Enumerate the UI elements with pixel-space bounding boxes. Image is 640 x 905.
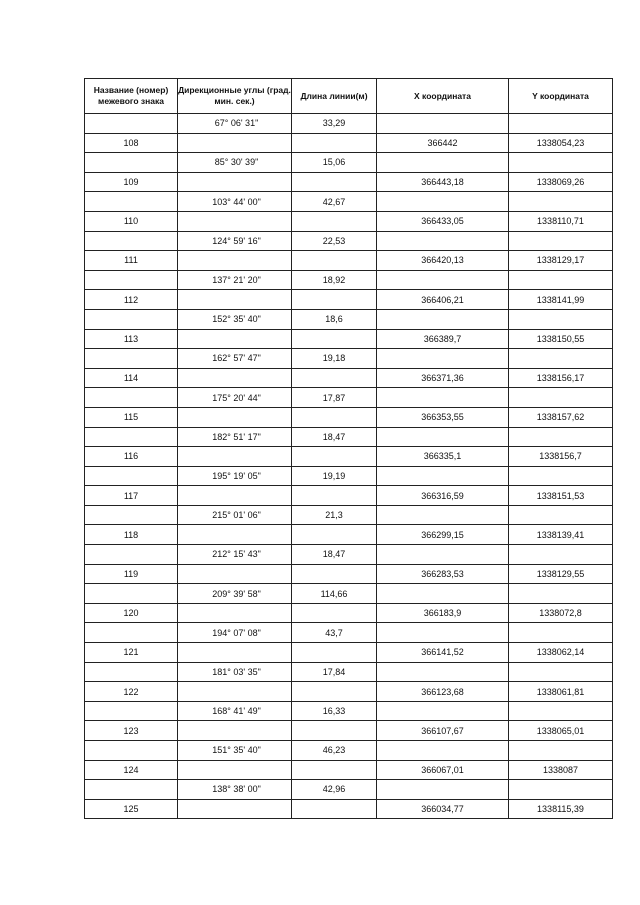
point-name-cell: 108: [85, 133, 178, 153]
direction-angle-cell: 151° 35' 40": [178, 741, 292, 761]
x-coordinate-cell: 366316,59: [377, 486, 509, 506]
point-row: [85, 368, 613, 388]
segment-row: [85, 388, 613, 408]
y-coordinate-cell: [509, 741, 613, 761]
direction-angle-cell: 85° 30' 39": [178, 153, 292, 173]
header-x-coordinate: X координата: [377, 79, 509, 114]
point-name-cell: [85, 545, 178, 565]
line-length-cell: [292, 682, 377, 702]
y-coordinate-cell: 1338141,99: [509, 290, 613, 310]
direction-angle-cell: 67° 06' 31": [178, 114, 292, 134]
x-coordinate-cell: [377, 623, 509, 643]
x-coordinate-cell: 366389,7: [377, 329, 509, 349]
y-coordinate-cell: [509, 545, 613, 565]
line-length-cell: 33,29: [292, 114, 377, 134]
direction-angle-cell: 168° 41' 49": [178, 701, 292, 721]
y-coordinate-cell: [509, 309, 613, 329]
line-length-cell: [292, 721, 377, 741]
line-length-cell: 15,06: [292, 153, 377, 173]
point-name-cell: 122: [85, 682, 178, 702]
direction-angle-cell: [178, 133, 292, 153]
point-row: [85, 799, 613, 819]
line-length-cell: 19,19: [292, 466, 377, 486]
line-length-cell: [292, 643, 377, 663]
line-length-cell: 42,96: [292, 780, 377, 800]
line-length-cell: [292, 407, 377, 427]
direction-angle-cell: [178, 525, 292, 545]
x-coordinate-cell: [377, 662, 509, 682]
point-row: [85, 525, 613, 545]
y-coordinate-cell: [509, 584, 613, 604]
point-name-cell: 121: [85, 643, 178, 663]
point-row: [85, 211, 613, 231]
line-length-cell: 18,6: [292, 309, 377, 329]
x-coordinate-cell: [377, 466, 509, 486]
point-name-cell: 109: [85, 172, 178, 192]
y-coordinate-cell: [509, 623, 613, 643]
x-coordinate-cell: 366141,52: [377, 643, 509, 663]
y-coordinate-cell: 1338115,39: [509, 799, 613, 819]
line-length-cell: 16,33: [292, 701, 377, 721]
direction-angle-cell: 175° 20' 44": [178, 388, 292, 408]
y-coordinate-cell: 1338054,23: [509, 133, 613, 153]
segment-row: [85, 701, 613, 721]
x-coordinate-cell: [377, 584, 509, 604]
y-coordinate-cell: 1338065,01: [509, 721, 613, 741]
y-coordinate-cell: [509, 662, 613, 682]
line-length-cell: 46,23: [292, 741, 377, 761]
line-length-cell: 22,53: [292, 231, 377, 251]
direction-angle-cell: [178, 486, 292, 506]
y-coordinate-cell: [509, 153, 613, 173]
segment-row: [85, 466, 613, 486]
y-coordinate-cell: 1338157,62: [509, 407, 613, 427]
point-row: [85, 603, 613, 623]
y-coordinate-cell: 1338156,17: [509, 368, 613, 388]
x-coordinate-cell: 366283,53: [377, 564, 509, 584]
line-length-cell: 19,18: [292, 349, 377, 369]
point-name-cell: [85, 623, 178, 643]
point-name-cell: [85, 780, 178, 800]
x-coordinate-cell: 366034,77: [377, 799, 509, 819]
line-length-cell: 18,47: [292, 427, 377, 447]
y-coordinate-cell: 1338139,41: [509, 525, 613, 545]
segment-row: [85, 349, 613, 369]
x-coordinate-cell: [377, 153, 509, 173]
point-name-cell: 112: [85, 290, 178, 310]
coordinates-table: [84, 78, 613, 819]
x-coordinate-cell: [377, 780, 509, 800]
y-coordinate-cell: 1338061,81: [509, 682, 613, 702]
segment-row: [85, 584, 613, 604]
x-coordinate-cell: [377, 545, 509, 565]
direction-angle-cell: 162° 57' 47": [178, 349, 292, 369]
point-row: [85, 760, 613, 780]
y-coordinate-cell: 1338110,71: [509, 211, 613, 231]
line-length-cell: [292, 290, 377, 310]
line-length-cell: [292, 447, 377, 467]
point-row: [85, 447, 613, 467]
line-length-cell: 114,66: [292, 584, 377, 604]
point-row: [85, 486, 613, 506]
y-coordinate-cell: [509, 388, 613, 408]
direction-angle-cell: 209° 39' 58": [178, 584, 292, 604]
direction-angle-cell: 181° 03' 35": [178, 662, 292, 682]
y-coordinate-cell: 1338150,55: [509, 329, 613, 349]
x-coordinate-cell: 366433,05: [377, 211, 509, 231]
point-name-cell: [85, 741, 178, 761]
y-coordinate-cell: 1338062,14: [509, 643, 613, 663]
segment-row: [85, 231, 613, 251]
direction-angle-cell: [178, 760, 292, 780]
point-row: [85, 643, 613, 663]
direction-angle-cell: [178, 407, 292, 427]
segment-row: [85, 309, 613, 329]
header-y-coordinate: Y координата: [509, 79, 613, 114]
point-name-cell: [85, 584, 178, 604]
point-name-cell: 111: [85, 251, 178, 271]
y-coordinate-cell: [509, 466, 613, 486]
point-row: [85, 290, 613, 310]
line-length-cell: [292, 211, 377, 231]
direction-angle-cell: [178, 721, 292, 741]
point-name-cell: 116: [85, 447, 178, 467]
point-row: [85, 133, 613, 153]
line-length-cell: [292, 368, 377, 388]
line-length-cell: [292, 486, 377, 506]
x-coordinate-cell: [377, 231, 509, 251]
direction-angle-cell: 195° 19' 05": [178, 466, 292, 486]
x-coordinate-cell: 366420,13: [377, 251, 509, 271]
y-coordinate-cell: 1338069,26: [509, 172, 613, 192]
direction-angle-cell: [178, 564, 292, 584]
line-length-cell: [292, 172, 377, 192]
x-coordinate-cell: [377, 741, 509, 761]
table-header-row: [85, 79, 613, 114]
point-name-cell: [85, 114, 178, 134]
header-direction-angle: Дирекционные углы (град. мин. сек.): [178, 79, 292, 114]
point-row: [85, 407, 613, 427]
point-name-cell: [85, 388, 178, 408]
direction-angle-cell: [178, 447, 292, 467]
table-body: [85, 114, 613, 819]
x-coordinate-cell: [377, 701, 509, 721]
x-coordinate-cell: 366371,36: [377, 368, 509, 388]
y-coordinate-cell: [509, 192, 613, 212]
point-name-cell: 123: [85, 721, 178, 741]
direction-angle-cell: [178, 799, 292, 819]
line-length-cell: [292, 760, 377, 780]
point-row: [85, 682, 613, 702]
line-length-cell: 17,84: [292, 662, 377, 682]
line-length-cell: 18,92: [292, 270, 377, 290]
x-coordinate-cell: 366335,1: [377, 447, 509, 467]
segment-row: [85, 545, 613, 565]
y-coordinate-cell: [509, 270, 613, 290]
y-coordinate-cell: 1338151,53: [509, 486, 613, 506]
segment-row: [85, 741, 613, 761]
header-point-name: Название (номер) межевого знака: [85, 79, 178, 114]
header-line-length: Длина линии(м): [292, 79, 377, 114]
direction-angle-cell: [178, 211, 292, 231]
point-row: [85, 172, 613, 192]
x-coordinate-cell: 366107,67: [377, 721, 509, 741]
direction-angle-cell: [178, 643, 292, 663]
x-coordinate-cell: 366353,55: [377, 407, 509, 427]
y-coordinate-cell: 1338087: [509, 760, 613, 780]
segment-row: [85, 270, 613, 290]
direction-angle-cell: [178, 603, 292, 623]
line-length-cell: [292, 133, 377, 153]
point-name-cell: [85, 349, 178, 369]
segment-row: [85, 505, 613, 525]
direction-angle-cell: 212° 15' 43": [178, 545, 292, 565]
line-length-cell: 42,67: [292, 192, 377, 212]
point-row: [85, 564, 613, 584]
point-name-cell: 124: [85, 760, 178, 780]
point-name-cell: [85, 505, 178, 525]
x-coordinate-cell: [377, 427, 509, 447]
direction-angle-cell: [178, 290, 292, 310]
point-name-cell: [85, 309, 178, 329]
point-row: [85, 329, 613, 349]
x-coordinate-cell: 366442: [377, 133, 509, 153]
direction-angle-cell: 152° 35' 40": [178, 309, 292, 329]
x-coordinate-cell: 366123,68: [377, 682, 509, 702]
x-coordinate-cell: [377, 309, 509, 329]
x-coordinate-cell: [377, 505, 509, 525]
point-row: [85, 251, 613, 271]
y-coordinate-cell: [509, 505, 613, 525]
point-name-cell: [85, 231, 178, 251]
line-length-cell: [292, 564, 377, 584]
y-coordinate-cell: 1338156,7: [509, 447, 613, 467]
point-name-cell: 114: [85, 368, 178, 388]
segment-row: [85, 780, 613, 800]
point-name-cell: [85, 192, 178, 212]
x-coordinate-cell: 366443,18: [377, 172, 509, 192]
line-length-cell: 18,47: [292, 545, 377, 565]
point-name-cell: [85, 466, 178, 486]
segment-row: [85, 427, 613, 447]
direction-angle-cell: [178, 172, 292, 192]
point-name-cell: [85, 662, 178, 682]
y-coordinate-cell: [509, 114, 613, 134]
point-name-cell: 113: [85, 329, 178, 349]
line-length-cell: 43,7: [292, 623, 377, 643]
y-coordinate-cell: [509, 701, 613, 721]
segment-row: [85, 153, 613, 173]
segment-row: [85, 192, 613, 212]
y-coordinate-cell: [509, 349, 613, 369]
y-coordinate-cell: [509, 427, 613, 447]
x-coordinate-cell: 366067,01: [377, 760, 509, 780]
x-coordinate-cell: 366183,9: [377, 603, 509, 623]
direction-angle-cell: 103° 44' 00": [178, 192, 292, 212]
point-name-cell: 118: [85, 525, 178, 545]
x-coordinate-cell: [377, 388, 509, 408]
x-coordinate-cell: [377, 192, 509, 212]
point-name-cell: 125: [85, 799, 178, 819]
direction-angle-cell: 215° 01' 06": [178, 505, 292, 525]
x-coordinate-cell: [377, 349, 509, 369]
point-name-cell: [85, 153, 178, 173]
direction-angle-cell: [178, 682, 292, 702]
direction-angle-cell: 124° 59' 16": [178, 231, 292, 251]
line-length-cell: [292, 329, 377, 349]
direction-angle-cell: 137° 21' 20": [178, 270, 292, 290]
line-length-cell: [292, 799, 377, 819]
point-name-cell: [85, 270, 178, 290]
direction-angle-cell: [178, 368, 292, 388]
direction-angle-cell: 194° 07' 08": [178, 623, 292, 643]
direction-angle-cell: 138° 38' 00": [178, 780, 292, 800]
x-coordinate-cell: 366299,15: [377, 525, 509, 545]
line-length-cell: 17,87: [292, 388, 377, 408]
y-coordinate-cell: [509, 231, 613, 251]
direction-angle-cell: [178, 329, 292, 349]
y-coordinate-cell: [509, 780, 613, 800]
x-coordinate-cell: [377, 270, 509, 290]
x-coordinate-cell: 366406,21: [377, 290, 509, 310]
line-length-cell: [292, 603, 377, 623]
point-name-cell: 119: [85, 564, 178, 584]
point-name-cell: [85, 701, 178, 721]
y-coordinate-cell: 1338129,17: [509, 251, 613, 271]
line-length-cell: [292, 525, 377, 545]
point-name-cell: [85, 427, 178, 447]
point-name-cell: 110: [85, 211, 178, 231]
segment-row: [85, 623, 613, 643]
y-coordinate-cell: 1338129,55: [509, 564, 613, 584]
point-row: [85, 721, 613, 741]
direction-angle-cell: [178, 251, 292, 271]
line-length-cell: 21,3: [292, 505, 377, 525]
segment-row: [85, 114, 613, 134]
point-name-cell: 120: [85, 603, 178, 623]
point-name-cell: 117: [85, 486, 178, 506]
y-coordinate-cell: 1338072,8: [509, 603, 613, 623]
segment-row: [85, 662, 613, 682]
line-length-cell: [292, 251, 377, 271]
x-coordinate-cell: [377, 114, 509, 134]
point-name-cell: 115: [85, 407, 178, 427]
direction-angle-cell: 182° 51' 17": [178, 427, 292, 447]
